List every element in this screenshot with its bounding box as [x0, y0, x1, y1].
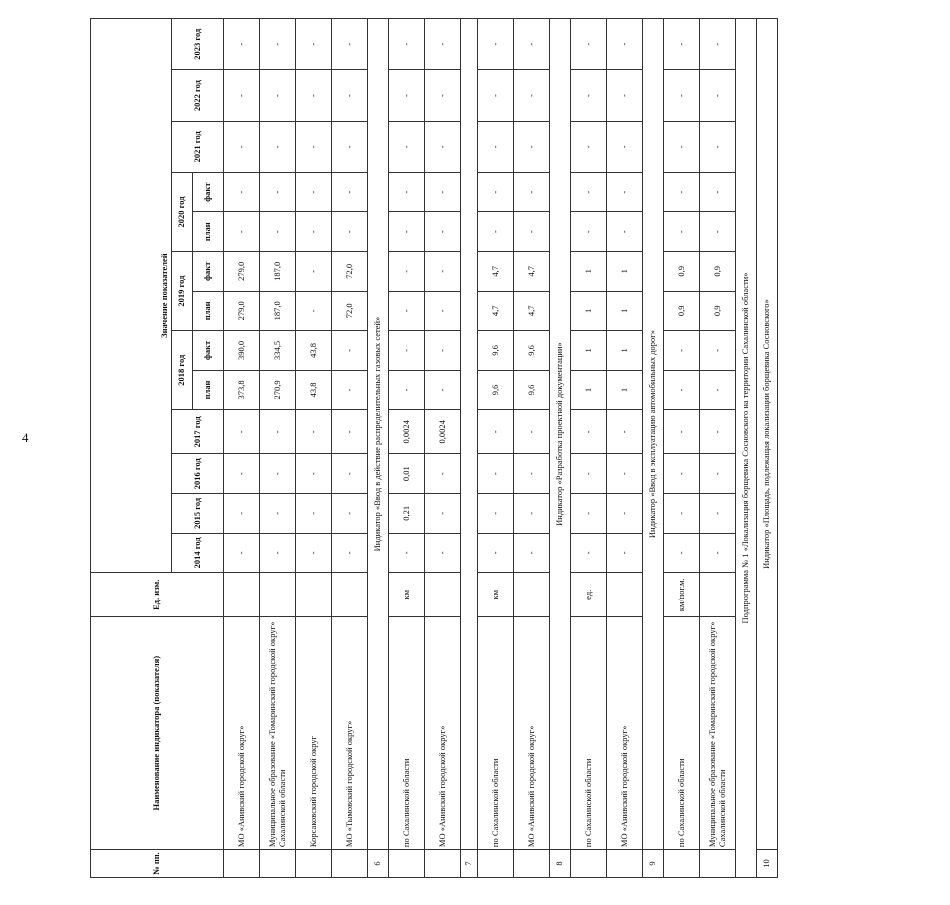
value-cell: - — [260, 410, 296, 454]
header-year-2016: 2016 год — [172, 454, 224, 494]
table-row — [478, 19, 514, 878]
value-cell: - — [514, 533, 550, 573]
value-cell: 9,6 — [478, 331, 514, 371]
value-cell: 187,0 — [260, 291, 296, 331]
value-cell: - — [571, 121, 607, 172]
value-cell: - — [389, 19, 425, 70]
value-cell: - — [700, 19, 736, 70]
value-cell: - — [607, 70, 643, 121]
header-year-2018: 2018 год — [172, 331, 193, 410]
value-cell: 9,6 — [478, 370, 514, 410]
value-cell: - — [332, 19, 368, 70]
row-num — [700, 850, 736, 878]
row-name: Корсаковский городской округ — [296, 617, 332, 850]
value-cell: - — [700, 454, 736, 494]
section-9-rows — [664, 19, 736, 878]
value-cell: - — [425, 370, 461, 410]
row-num — [224, 850, 260, 878]
value-cell: - — [478, 410, 514, 454]
row-num — [296, 850, 332, 878]
value-cell: - — [260, 212, 296, 252]
row-name: по Сахалинской области — [664, 617, 700, 850]
row-num — [260, 850, 296, 878]
header-year-2017: 2017 год — [172, 410, 224, 454]
header-year-2019: 2019 год — [172, 251, 193, 330]
header-plan-2020: план — [193, 212, 224, 252]
value-cell: 0,9 — [664, 251, 700, 291]
section-6-rows — [389, 19, 461, 878]
value-cell: - — [514, 212, 550, 252]
section-9-title-row — [643, 19, 664, 878]
value-cell: - — [514, 454, 550, 494]
header-year-2015: 2015 год — [172, 494, 224, 534]
value-cell: - — [332, 172, 368, 212]
header-fact-2020: факт — [193, 172, 224, 212]
section-num: 6 — [368, 850, 389, 878]
value-cell: - — [607, 212, 643, 252]
value-cell: - — [296, 172, 332, 212]
row-name: Муниципальное образование «Томаринский городской округ» Сахалинской области — [260, 617, 296, 850]
value-cell: 72,0 — [332, 251, 368, 291]
value-cell: - — [425, 121, 461, 172]
value-cell: - — [478, 212, 514, 252]
section-title: Индикатор «Разработка проектной документации» — [550, 19, 571, 850]
row-num — [389, 850, 425, 878]
header-name: Наименование индикатора (показателя) — [91, 617, 224, 850]
value-cell: 1 — [571, 331, 607, 371]
value-cell: 0,21 — [389, 494, 425, 534]
row-num — [664, 850, 700, 878]
value-cell: - — [296, 494, 332, 534]
value-cell: 4,7 — [514, 251, 550, 291]
value-cell: - — [571, 494, 607, 534]
value-cell: - — [425, 454, 461, 494]
value-cell: 0,0024 — [389, 410, 425, 454]
value-cell: - — [296, 454, 332, 494]
row-num — [607, 850, 643, 878]
value-cell: - — [664, 454, 700, 494]
value-cell: - — [700, 70, 736, 121]
row-unit: км — [478, 573, 514, 617]
header-year-2014: 2014 год — [172, 533, 224, 573]
row-name: по Сахалинской области — [478, 617, 514, 850]
value-cell: - — [700, 494, 736, 534]
value-cell: - — [664, 494, 700, 534]
value-cell: - — [332, 533, 368, 573]
header-num: № пп. — [91, 850, 224, 878]
value-cell: - — [700, 172, 736, 212]
table-row — [514, 19, 550, 878]
value-cell: - — [296, 410, 332, 454]
value-cell: - — [389, 172, 425, 212]
value-cell: 43,8 — [296, 331, 332, 371]
row-unit — [700, 573, 736, 617]
value-cell: - — [514, 494, 550, 534]
value-cell: 0,9 — [664, 291, 700, 331]
value-cell: - — [389, 370, 425, 410]
value-cell: - — [296, 251, 332, 291]
value-cell: - — [571, 533, 607, 573]
value-cell: - — [224, 172, 260, 212]
value-cell: - — [260, 533, 296, 573]
section-title: Индикатор «Ввод в действие распределительных газовых сетей» — [368, 19, 389, 850]
value-cell: - — [607, 410, 643, 454]
row-num — [514, 850, 550, 878]
rotated-table-content — [90, 18, 778, 878]
value-cell: - — [260, 19, 296, 70]
value-cell: - — [700, 410, 736, 454]
value-cell: 0,9 — [700, 291, 736, 331]
value-cell: - — [700, 331, 736, 371]
value-cell: 1 — [607, 370, 643, 410]
row-name: Муниципальное образование «Томаринский городской округ» Сахалинской области — [700, 617, 736, 850]
value-cell: 1 — [571, 251, 607, 291]
value-cell: - — [425, 291, 461, 331]
table-row — [607, 19, 643, 878]
value-cell: - — [425, 251, 461, 291]
top-rows — [224, 19, 368, 878]
page-number: 4 — [22, 430, 29, 445]
value-cell: - — [389, 251, 425, 291]
value-cell: - — [571, 454, 607, 494]
value-cell: - — [296, 70, 332, 121]
row-name: МО «Анивский городской округ» — [514, 617, 550, 850]
row-name: МО «Анивский городской округ» — [607, 617, 643, 850]
value-cell: - — [607, 172, 643, 212]
row-name: по Сахалинской области — [571, 617, 607, 850]
value-cell: - — [607, 121, 643, 172]
value-cell: 1 — [607, 331, 643, 371]
value-cell: - — [664, 410, 700, 454]
value-cell: - — [224, 70, 260, 121]
value-cell: - — [607, 19, 643, 70]
value-cell: - — [478, 494, 514, 534]
value-cell: 270,9 — [260, 370, 296, 410]
value-cell: - — [260, 70, 296, 121]
value-cell: - — [664, 212, 700, 252]
row-num — [571, 850, 607, 878]
header-fact-2018: факт — [193, 331, 224, 371]
table-row — [571, 19, 607, 878]
value-cell: - — [514, 19, 550, 70]
value-cell: - — [700, 370, 736, 410]
section-title: Индикатор «Площадь, подлежащая локализации борщевика Сосновского» — [757, 19, 778, 850]
value-cell: - — [260, 454, 296, 494]
row-unit — [260, 573, 296, 617]
row-unit — [224, 573, 260, 617]
table-row — [224, 19, 260, 878]
value-cell: - — [478, 172, 514, 212]
header-plan-2018: план — [193, 370, 224, 410]
value-cell: - — [514, 121, 550, 172]
value-cell: 279,0 — [224, 251, 260, 291]
table-row — [296, 19, 332, 878]
value-cell: 9,6 — [514, 331, 550, 371]
subprogram-row — [736, 19, 757, 878]
value-cell: - — [607, 494, 643, 534]
indicators-table — [90, 18, 778, 878]
row-num — [478, 850, 514, 878]
value-cell: - — [296, 533, 332, 573]
value-cell: - — [389, 121, 425, 172]
value-cell: 0,0024 — [425, 410, 461, 454]
header-unit: Ед. изм. — [91, 573, 224, 617]
section-num: 10 — [757, 850, 778, 878]
subprogram-title: Подпрограмма № 1 «Локализация борщевика Сосновского на территории Сахалинской области» — [736, 19, 757, 878]
value-cell: - — [332, 331, 368, 371]
section-8-rows — [571, 19, 643, 878]
header-year-2020: 2020 год — [172, 172, 193, 251]
value-cell: - — [260, 494, 296, 534]
header-year-2021: 2021 год — [172, 121, 224, 172]
table-row — [332, 19, 368, 878]
header-plan-2019: план — [193, 291, 224, 331]
value-cell: - — [425, 494, 461, 534]
header-year-2023: 2023 год — [172, 19, 224, 70]
value-cell: - — [425, 19, 461, 70]
value-cell: - — [260, 172, 296, 212]
value-cell: - — [296, 19, 332, 70]
value-cell: - — [389, 291, 425, 331]
section-title: Индикатор «Ввод в эксплуатацию автомобильных дорог» — [643, 19, 664, 850]
value-cell: 187,0 — [260, 251, 296, 291]
value-cell: - — [664, 70, 700, 121]
row-unit: км/пог.м. — [664, 573, 700, 617]
row-name: МО «Анивский городской округ» — [224, 617, 260, 850]
row-num — [425, 850, 461, 878]
value-cell: - — [389, 331, 425, 371]
value-cell: 4,7 — [478, 251, 514, 291]
value-cell: - — [664, 331, 700, 371]
value-cell: - — [700, 533, 736, 573]
row-unit: км — [389, 573, 425, 617]
value-cell: - — [478, 121, 514, 172]
row-unit — [296, 573, 332, 617]
value-cell: 373,8 — [224, 370, 260, 410]
value-cell: - — [478, 19, 514, 70]
value-cell: - — [425, 212, 461, 252]
value-cell: - — [664, 370, 700, 410]
value-cell: - — [571, 212, 607, 252]
value-cell: - — [425, 172, 461, 212]
value-cell: - — [332, 70, 368, 121]
value-cell: - — [224, 494, 260, 534]
table-row — [260, 19, 296, 878]
value-cell: 279,0 — [224, 291, 260, 331]
value-cell: - — [224, 121, 260, 172]
value-cell: - — [514, 410, 550, 454]
value-cell: 9,6 — [514, 370, 550, 410]
value-cell: - — [425, 533, 461, 573]
value-cell: - — [664, 121, 700, 172]
header-values-group: Значение показателей — [91, 19, 172, 573]
section-num: 9 — [643, 850, 664, 878]
section-num: 7 — [461, 850, 478, 878]
row-name: МО «Анивский городской округ» — [425, 617, 461, 850]
value-cell: - — [296, 212, 332, 252]
value-cell: - — [224, 533, 260, 573]
table-row — [664, 19, 700, 878]
value-cell: - — [478, 533, 514, 573]
value-cell: 1 — [571, 370, 607, 410]
header-fact-2019: факт — [193, 251, 224, 291]
section-title-empty — [461, 19, 478, 850]
value-cell: - — [425, 331, 461, 371]
row-unit — [425, 573, 461, 617]
row-name: МО «Тымовский городской округ» — [332, 617, 368, 850]
value-cell: - — [389, 533, 425, 573]
value-cell: - — [700, 121, 736, 172]
value-cell: - — [478, 70, 514, 121]
value-cell: - — [296, 121, 332, 172]
value-cell: - — [224, 410, 260, 454]
value-cell: - — [224, 19, 260, 70]
value-cell: - — [332, 370, 368, 410]
header-year-2022: 2022 год — [172, 70, 224, 121]
section-6-title-row — [368, 19, 389, 878]
row-unit — [332, 573, 368, 617]
value-cell: - — [571, 410, 607, 454]
value-cell: - — [332, 494, 368, 534]
section-8-title-row — [550, 19, 571, 878]
value-cell: - — [607, 454, 643, 494]
row-unit — [607, 573, 643, 617]
value-cell: 1 — [607, 291, 643, 331]
value-cell: 0,9 — [700, 251, 736, 291]
table-row — [700, 19, 736, 878]
value-cell: - — [700, 212, 736, 252]
value-cell: 1 — [571, 291, 607, 331]
value-cell: - — [389, 212, 425, 252]
table-row — [425, 19, 461, 878]
row-unit — [514, 573, 550, 617]
value-cell: 390,0 — [224, 331, 260, 371]
value-cell: - — [332, 212, 368, 252]
value-cell: 4,7 — [478, 291, 514, 331]
value-cell: - — [332, 454, 368, 494]
value-cell: 43,8 — [296, 370, 332, 410]
row-name: по Сахалинской области — [389, 617, 425, 850]
value-cell: - — [332, 121, 368, 172]
value-cell: - — [571, 70, 607, 121]
row-unit: ед. — [571, 573, 607, 617]
value-cell: - — [571, 172, 607, 212]
value-cell: - — [425, 70, 461, 121]
value-cell: - — [224, 212, 260, 252]
row-num — [332, 850, 368, 878]
value-cell: - — [296, 291, 332, 331]
value-cell: - — [571, 19, 607, 70]
value-cell: - — [664, 19, 700, 70]
value-cell: - — [478, 454, 514, 494]
value-cell: 334,5 — [260, 331, 296, 371]
value-cell: - — [514, 70, 550, 121]
value-cell: - — [260, 121, 296, 172]
value-cell: - — [389, 70, 425, 121]
value-cell: 72,0 — [332, 291, 368, 331]
section-7-title-row — [461, 19, 478, 878]
value-cell: 0,01 — [389, 454, 425, 494]
value-cell: - — [514, 172, 550, 212]
value-cell: - — [664, 533, 700, 573]
value-cell: 4,7 — [514, 291, 550, 331]
value-cell: - — [224, 454, 260, 494]
section-7-rows — [478, 19, 550, 878]
value-cell: - — [607, 533, 643, 573]
section-num: 8 — [550, 850, 571, 878]
table-row — [389, 19, 425, 878]
value-cell: 1 — [607, 251, 643, 291]
value-cell: - — [664, 172, 700, 212]
section-10-title-row — [757, 19, 778, 878]
value-cell: - — [332, 410, 368, 454]
